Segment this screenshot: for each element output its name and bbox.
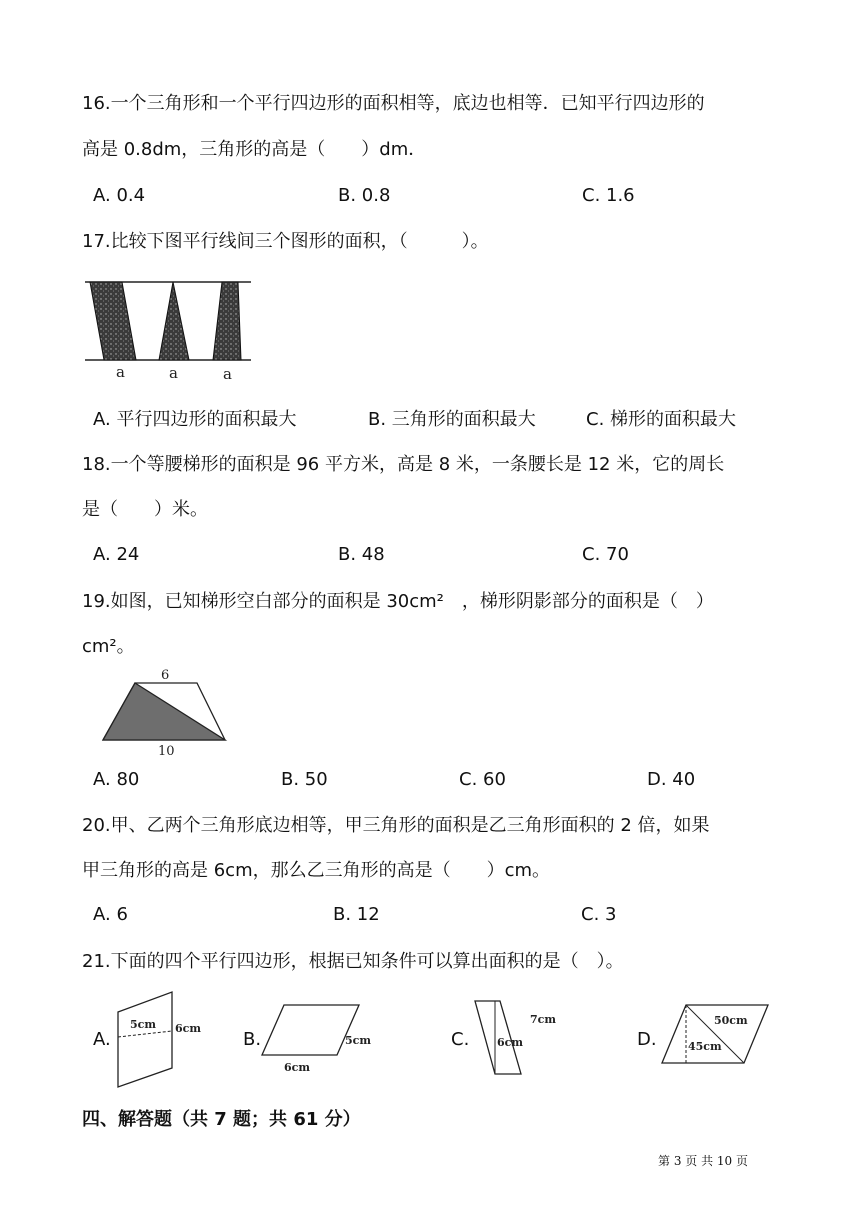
q21-figure-a bbox=[112, 990, 212, 1090]
q17-option-a: A. 平行四边形的面积最大 bbox=[93, 409, 297, 430]
q19-option-b: B. 50 bbox=[281, 769, 328, 790]
q17-option-b: B. 三角形的面积最大 bbox=[368, 409, 536, 430]
section-heading: 四、解答题（共 7 题；共 61 分） bbox=[82, 1109, 361, 1130]
q21b-label-6cm: 6cm bbox=[284, 1061, 310, 1074]
q18-line2: 是（ ）米。 bbox=[82, 499, 208, 520]
q17-label-a3: a bbox=[223, 365, 232, 383]
q17-figure bbox=[85, 278, 255, 383]
q18-line1: 18.一个等腰梯形的面积是 96 平方米，高是 8 米，一条腰长是 12 米，它的周长 bbox=[82, 454, 725, 475]
q16-line1: 16.一个三角形和一个平行四边形的面积相等，底边也相等．已知平行四边形的 bbox=[82, 93, 705, 114]
q21b-label-5cm: 5cm bbox=[345, 1034, 371, 1047]
q21d-label-45cm: 45cm bbox=[688, 1040, 722, 1053]
q20-line1: 20.甲、乙两个三角形底边相等，甲三角形的面积是乙三角形面积的 2 倍，如果 bbox=[82, 815, 710, 836]
q18-option-b: B. 48 bbox=[338, 544, 385, 565]
q20-option-a: A. 6 bbox=[93, 904, 128, 925]
q17-label-a2: a bbox=[169, 364, 178, 382]
q18-option-a: A. 24 bbox=[93, 544, 140, 565]
q18-option-c: C. 70 bbox=[582, 544, 629, 565]
q21-figure-b bbox=[262, 1000, 382, 1080]
trapezoid-shape bbox=[213, 282, 241, 360]
q21-option-b: B. bbox=[243, 1029, 262, 1050]
q19-bottom-label: 10 bbox=[158, 744, 175, 759]
q21-figure-d bbox=[656, 1000, 776, 1075]
q19-trapezoid-figure bbox=[98, 668, 233, 758]
q17-label-a1: a bbox=[116, 363, 125, 381]
q17-option-c: C. 梯形的面积最大 bbox=[586, 409, 737, 430]
q16-option-a: A. 0.4 bbox=[93, 185, 146, 206]
q19-line1: 19.如图，已知梯形空白部分的面积是 30cm² ，梯形阴影部分的面积是（ ） bbox=[82, 591, 714, 612]
q21-figure-c bbox=[470, 996, 570, 1080]
q17-line1: 17.比较下图平行线间三个图形的面积，（ ）。 bbox=[82, 231, 489, 252]
q19-option-c: C. 60 bbox=[459, 769, 506, 790]
q21-line1: 21.下面的四个平行四边形，根据已知条件可以算出面积的是（ ）。 bbox=[82, 951, 624, 972]
q20-option-b: B. 12 bbox=[333, 904, 380, 925]
page-footer: 第 3 页 共 10 页 bbox=[658, 1154, 748, 1168]
q21d-label-50cm: 50cm bbox=[714, 1014, 748, 1027]
triangle-shape bbox=[159, 282, 189, 360]
q19-line2: cm²。 bbox=[82, 636, 135, 657]
q21-option-c: C. bbox=[451, 1029, 470, 1050]
q19-option-d: D. 40 bbox=[647, 769, 696, 790]
parallelogram-shape bbox=[90, 282, 136, 360]
q19-option-a: A. 80 bbox=[93, 769, 140, 790]
q16-line2: 高是 0.8dm，三角形的高是（ ）dm． bbox=[82, 139, 427, 160]
q21a-label-6cm: 6cm bbox=[175, 1022, 201, 1035]
q21c-label-6cm: 6cm bbox=[497, 1036, 523, 1049]
q20-line2: 甲三角形的高是 6cm，那么乙三角形的高是（ ）cm。 bbox=[82, 860, 551, 881]
q21c-label-7cm: 7cm bbox=[530, 1013, 556, 1026]
q20-option-c: C. 3 bbox=[581, 904, 617, 925]
q16-option-b: B. 0.8 bbox=[338, 185, 391, 206]
q21-option-a: A. bbox=[93, 1029, 111, 1050]
q19-top-label: 6 bbox=[161, 668, 170, 683]
q21a-label-5cm: 5cm bbox=[130, 1018, 156, 1031]
q21-option-d: D. bbox=[637, 1029, 657, 1050]
q16-option-c: C. 1.6 bbox=[582, 185, 635, 206]
